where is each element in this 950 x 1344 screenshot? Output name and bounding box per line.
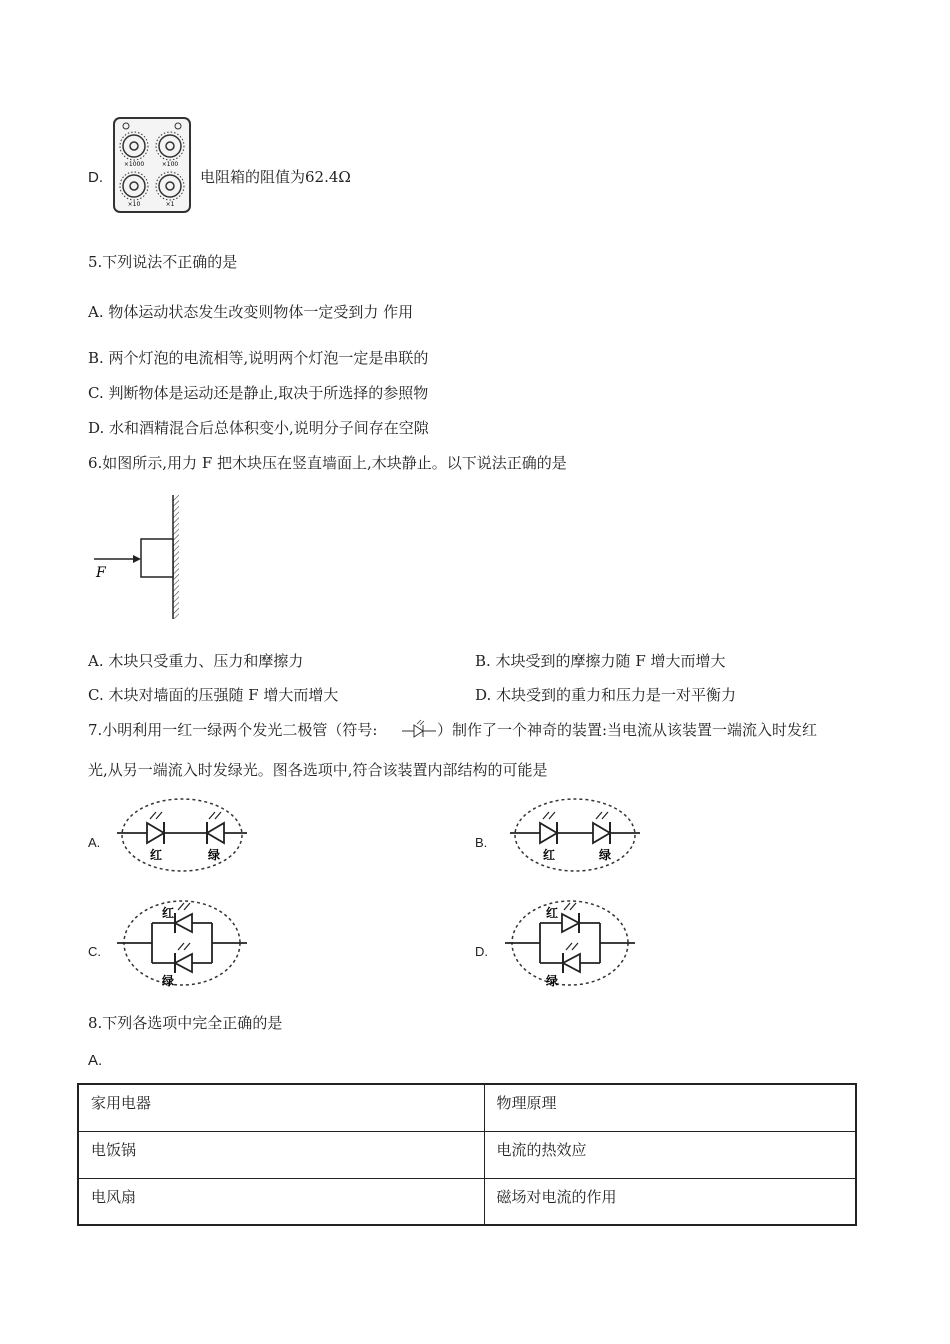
q8-stem: 8.下列各选项中完全正确的是	[88, 1014, 283, 1032]
table-header-cell: 家用电器	[78, 1084, 484, 1131]
circuit-b-figure	[505, 793, 645, 878]
circuit-d-figure	[500, 895, 640, 990]
green-label-c: 绿	[161, 974, 175, 988]
q5-stem: 5.下列说法不正确的是	[88, 253, 238, 271]
q6-option-d: D. 木块受到的重力和压力是一对平衡力	[475, 686, 737, 704]
red-label-a: 红	[149, 848, 163, 862]
q6-option-b: B. 木块受到的摩擦力随 F 增大而增大	[475, 652, 726, 670]
table-cell: 电流的热效应	[484, 1131, 856, 1178]
q7-option-b-label: B.	[475, 835, 488, 850]
force-label: F	[96, 565, 106, 581]
q6-stem: 6.如图所示,用力 F 把木块压在竖直墙面上,木块静止。以下说法正确的是	[88, 454, 567, 472]
q4-option-d-text: 电阻箱的阻值为62.4Ω	[200, 168, 351, 186]
q7-stem-line2: 光,从另一端流入时发绿光。图各选项中,符合该装置内部结构的可能是	[88, 761, 548, 779]
table-cell: 电风扇	[78, 1178, 484, 1225]
q7-option-d-label: D.	[475, 944, 488, 959]
q6-option-a: A. 木块只受重力、压力和摩擦力	[88, 652, 304, 670]
q7-stem-line1-post: ）制作了一个神奇的装置:当电流从该装置一端流入时发红	[437, 721, 818, 739]
red-label-c: 红	[161, 906, 175, 920]
q5-option-c: C. 判断物体是运动还是静止,取决于所选择的参照物	[88, 384, 429, 402]
dial-label-10: ×10	[127, 201, 141, 208]
q5-option-b: B. 两个灯泡的电流相等,说明两个灯泡一定是串联的	[88, 349, 429, 367]
q6-option-c: C. 木块对墙面的压强随 F 增大而增大	[88, 686, 339, 704]
table-row	[78, 1131, 856, 1178]
table-cell: 电饭锅	[78, 1131, 484, 1178]
q5-option-a: A. 物体运动状态发生改变则物体一定受到力 作用	[88, 303, 414, 321]
q5-option-d: D. 水和酒精混合后总体积变小,说明分子间存在空隙	[88, 419, 429, 437]
diode-symbol-icon	[402, 720, 436, 740]
dial-label-100: ×100	[161, 161, 179, 168]
q8-option-a-label: A.	[88, 1052, 103, 1069]
red-label-d: 红	[545, 906, 559, 920]
green-label-a: 绿	[207, 848, 221, 862]
q7-stem-line1-pre: 7.小明利用一红一绿两个发光二极管（符号:	[88, 721, 378, 739]
circuit-c-figure	[112, 895, 252, 990]
table-row	[78, 1178, 856, 1225]
dial-label-1: ×1	[165, 201, 175, 208]
q4-option-d-label: D.	[88, 169, 103, 186]
green-label-d: 绿	[545, 974, 559, 988]
wall-block-figure	[90, 493, 190, 623]
q7-option-a-label: A.	[88, 835, 101, 850]
table-cell: 磁场对电流的作用	[484, 1178, 856, 1225]
green-label-b: 绿	[598, 848, 612, 862]
table-header-row	[78, 1084, 856, 1131]
appliance-principle-table	[77, 1083, 857, 1226]
dial-label-1000: ×1000	[123, 161, 145, 168]
circuit-a-figure	[112, 793, 252, 878]
q7-option-c-label: C.	[88, 944, 101, 959]
resistance-box-figure	[112, 116, 192, 214]
red-label-b: 红	[542, 848, 556, 862]
table-header-cell: 物理原理	[484, 1084, 856, 1131]
